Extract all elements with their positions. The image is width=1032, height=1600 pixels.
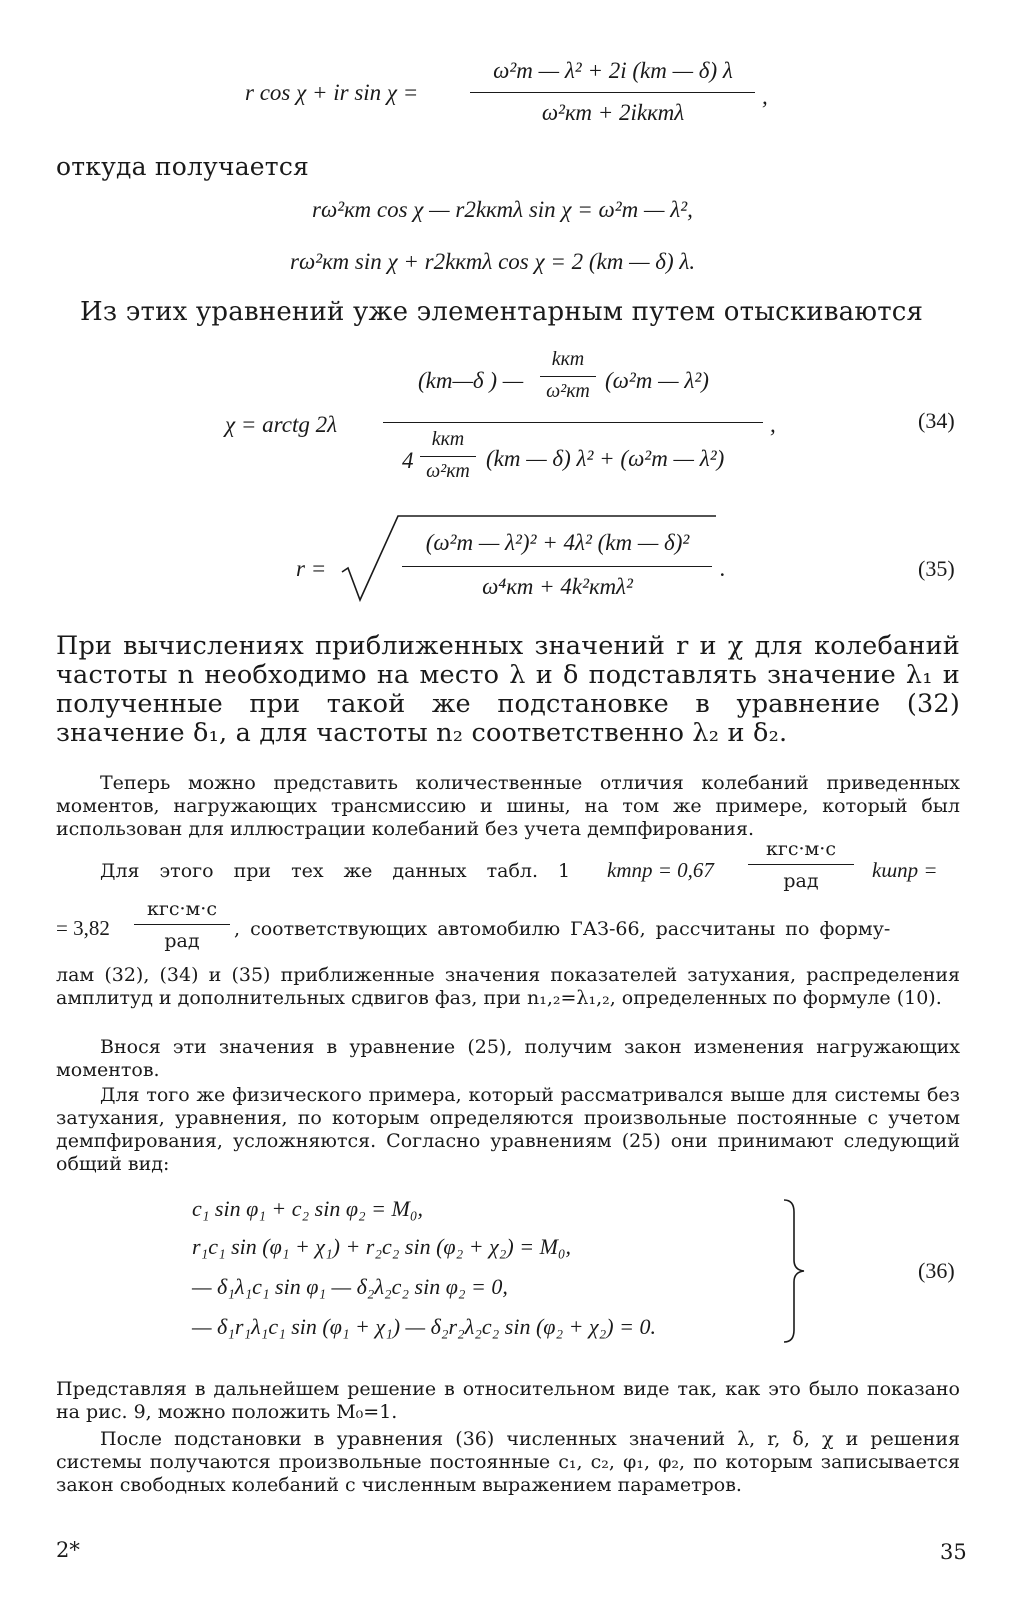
text-iz: Из этих уравнений уже элементарным путем отыскиваются bbox=[80, 297, 924, 327]
eq34-den-frac-top: kкт bbox=[431, 428, 465, 450]
page-number: 35 bbox=[940, 1540, 967, 1564]
eq36-line1: c₁ sin φ₁ + c₂ sin φ₂ = M₀, bbox=[192, 1196, 423, 1221]
eq34-fraction-bar bbox=[383, 422, 763, 423]
paragraph-predstavlyaya: Представляя в дальнейшем решение в относительном виде так, как это было показано на рис. 9, можно положить M₀=1. bbox=[56, 1378, 960, 1423]
eq-top-lhs: r cos χ + ir sin χ = bbox=[245, 80, 419, 105]
eq34-number: (34) bbox=[918, 408, 955, 433]
eq35-number: (35) bbox=[918, 556, 955, 581]
eq34-num-a: (kт—δ ) — bbox=[418, 368, 524, 393]
value-382: = 3,82 bbox=[56, 916, 110, 940]
text-otkuda: откуда получается bbox=[56, 152, 309, 181]
paragraph-dlya-togo: Для того же физического примера, который рассматривался выше для системы без затухания, уравнения, по которым определяются произвольные постоянные с учетом демпфирования, усложняются. Согласно уравнениям (25) они принимают следующий общий вид: bbox=[56, 1084, 960, 1175]
unit-fraction-bar-1 bbox=[748, 864, 854, 865]
eq36-number: (36) bbox=[918, 1258, 955, 1283]
paragraph-formulam: лам (32), (34) и (35) приближенные значения показателей затухания, распределения амплитуд и дополнительных сдвигов фаз, при n₁,₂=λ₁,₂, определенных по формуле (10). bbox=[56, 964, 960, 1009]
eq36-line3: — δ₁λ₁c₁ sin φ₁ — δ₂λ₂c₂ sin φ₂ = 0, bbox=[192, 1274, 508, 1299]
eq34-lhs: χ = arctg 2λ bbox=[225, 412, 338, 437]
eq34-num-frac-bar bbox=[540, 376, 596, 377]
unit-fraction-bar-2 bbox=[134, 924, 230, 925]
unit-bot-2: рад bbox=[164, 930, 200, 952]
eq34-comma: , bbox=[770, 412, 776, 437]
text-sootvetstvuyushchih: , соответствующих автомобилю ГАЗ-66, рассчитаны по форму- bbox=[234, 918, 891, 940]
paragraph-posle: После подстановки в уравнения (36) численных значений λ, r, δ, χ и решения системы получаются произвольные постоянные c₁, c₂, φ₁, φ₂, по которым записывается закон свободных колебаний с численным выражением параметров. bbox=[56, 1428, 960, 1496]
eq-pair-line1: rω²кт cos χ — r2kктλ sin χ = ω²т — λ², bbox=[312, 197, 693, 222]
paragraph-teper: Теперь можно представить количественные отличия колебаний приведенных моментов, нагружающих трансмиссию и шины, на том же примере, который был использован для иллюстрации колебаний без учета демпфирования. bbox=[56, 772, 960, 840]
eq34-num-frac-top: kкт bbox=[551, 348, 585, 370]
eq34-den-a: 4 bbox=[402, 448, 414, 473]
right-brace-icon bbox=[780, 1198, 810, 1344]
unit-top-1: кгс·м·с bbox=[766, 838, 836, 860]
eq36-line2: r₁c₁ sin (φ₁ + χ₁) + r₂c₂ sin (φ₂ + χ₂) = M₀, bbox=[192, 1234, 572, 1259]
eq35-fraction-bar bbox=[402, 566, 712, 567]
eq34-den-frac-bar bbox=[420, 456, 476, 457]
eq-top-denominator: ω²кт + 2ikктλ bbox=[541, 100, 685, 125]
eq35-denominator: ω⁴кт + 4k²ктλ² bbox=[482, 574, 633, 599]
paragraph-vnosya: Внося эти значения в уравнение (25), получим закон изменения нагружающих моментов. bbox=[56, 1036, 960, 1081]
eq35-period: . bbox=[720, 556, 726, 581]
unit-top-2: кгс·м·с bbox=[147, 898, 217, 920]
k-tpr-value: kтпр = 0,67 bbox=[607, 858, 714, 882]
eq34-num-b: (ω²т — λ²) bbox=[605, 368, 709, 393]
eq34-num-frac-bot: ω²кт bbox=[546, 380, 590, 402]
eq-top-comma: , bbox=[762, 84, 768, 109]
unit-bot-1: рад bbox=[783, 870, 819, 892]
eq35-numerator: (ω²т — λ²)² + 4λ² (kт — δ)² bbox=[425, 530, 690, 555]
signature-mark: 2* bbox=[56, 1538, 80, 1562]
k-shpr-label: kшпр = bbox=[872, 858, 938, 882]
eq-top-fraction-bar bbox=[470, 92, 755, 93]
eq36-line4: — δ₁r₁λ₁c₁ sin (φ₁ + χ₁) — δ₂r₂λ₂c₂ sin (φ₂ + χ₂) = 0. bbox=[192, 1314, 656, 1339]
paragraph-vychisleniya: При вычислениях приближенных значений r и χ для колебаний частоты n необходимо на место λ и δ подставлять значение λ₁ и полученные при такой же подстановке в уравнение (32) значение δ₁, а для частоты n₂ соответственно λ₂ и δ₂. bbox=[56, 631, 960, 748]
eq35-lhs: r = bbox=[296, 556, 327, 581]
eq34-den-b: (kт — δ) λ² + (ω²т — λ²) bbox=[486, 446, 725, 471]
text-dlya-etogo: Для этого при тех же данных табл. 1 bbox=[100, 860, 571, 882]
eq34-den-frac-bot: ω²кт bbox=[426, 460, 470, 482]
eq-pair-line2: rω²кт sin χ + r2kктλ cos χ = 2 (kт — δ) λ. bbox=[290, 249, 696, 274]
eq-top-numerator: ω²т — λ² + 2i (kт — δ) λ bbox=[493, 58, 733, 83]
